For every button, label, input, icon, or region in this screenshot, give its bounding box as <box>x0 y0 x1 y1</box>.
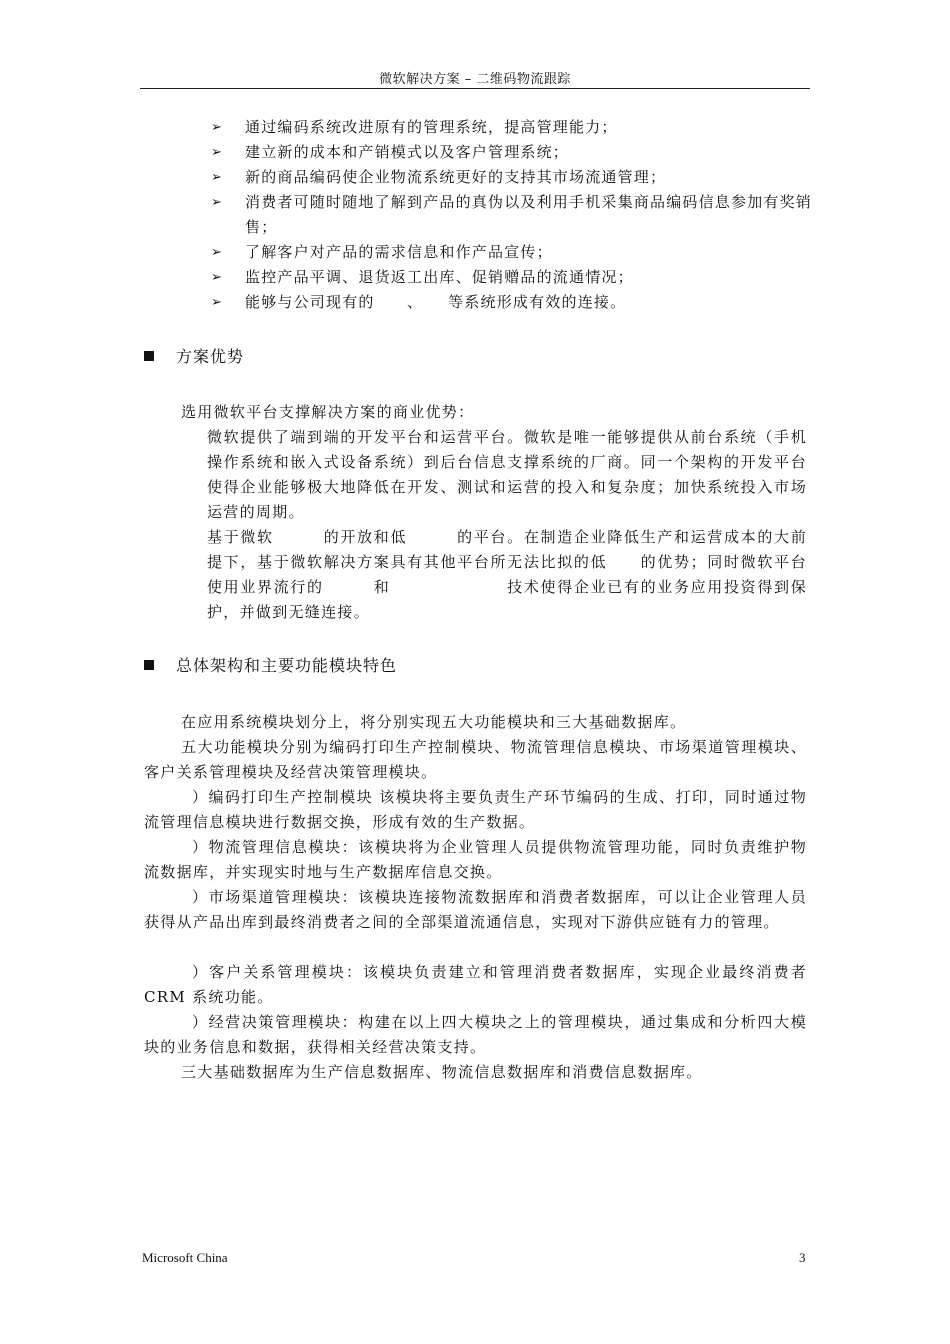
arrow-bullet-icon: ➢ <box>211 145 224 160</box>
bullet-item: ➢ 能够与公司现有的 、 等系统形成有效的连接。 <box>205 290 815 315</box>
module-paragraph-1: ）编码打印生产控制模块 该模块将主要负责生产环节编码的生成、打印，同时通过物流管理信息模块进行数据交换，形成有效的生产数据。 <box>144 788 807 831</box>
advantages-paragraph-1: 微软提供了端到端的开发平台和运营平台。微软是唯一能够提供从前台系统（手机操作系统和嵌入式设备系统）到后台信息支撑系统的厂商。同一个架构的开发平台使得企业能够极大地降低在开发、测试和运营的投入和复杂度；加快系统投入市场运营的周期。 <box>207 428 807 521</box>
advantages-paragraph-2: 基于微软 的开放和低 的平台。在制造企业降低生产和运营成本的大前提下，基于微软解决方案具有其他平台所无法比拟的低 的优势；同时微软平台使用业界流行的 和 技术使得企业已有的业务应用投资得到保护，并做到无缝连接。 <box>207 528 807 621</box>
arrow-bullet-icon: ➢ <box>211 245 224 260</box>
databases-paragraph: 三大基础数据库为生产信息数据库、物流信息数据库和消费信息数据库。 <box>181 1063 703 1081</box>
bullet-item: ➢ 新的商品编码使企业物流系统更好的支持其市场流通管理； <box>205 165 815 190</box>
square-bullet-icon <box>144 351 154 361</box>
advantages-intro: 选用微软平台支撑解决方案的商业优势： <box>181 403 475 421</box>
module-paragraph-5: ）经营决策管理模块：构建在以上四大模块之上的管理模块，通过集成和分析四大模块的业务信息和数据，获得相关经营决策支持。 <box>144 1013 807 1056</box>
bullet-item: ➢ 了解客户对产品的需求信息和作产品宣传； <box>205 240 815 265</box>
module-paragraph-3: ）市场渠道管理模块：该模块连接物流数据库和消费者数据库，可以让企业管理人员获得从产品出库到最终消费者之间的全部渠道流通信息，实现对下游供应链有力的管理。 <box>144 888 807 931</box>
footer-page-number: 3 <box>799 1250 806 1265</box>
section-heading-architecture: 总体架构和主要功能模块特色 <box>144 653 397 676</box>
arrow-bullet-icon: ➢ <box>211 295 224 310</box>
architecture-paragraph-2: 五大功能模块分别为编码打印生产控制模块、物流管理信息模块、市场渠道管理模块、客户关系管理模块及经营决策管理模块。 <box>144 738 807 781</box>
bullet-item: ➢ 消费者可随时随地了解到产品的真伪以及利用手机采集商品编码信息参加有奖销售； <box>205 190 815 240</box>
module-paragraph-4: ）客户关系管理模块：该模块负责建立和管理消费者数据库，实现企业最终消费者CRM 系统功能。 <box>144 963 807 1006</box>
bullet-list <box>205 115 815 315</box>
bullet-item: ➢ 通过编码系统改进原有的管理系统，提高管理能力； <box>205 115 815 140</box>
bullet-item: ➢ 监控产品平调、退货返工出库、促销赠品的流通情况； <box>205 265 815 290</box>
page-header-title: 微软解决方案 – 二维码物流跟踪 <box>379 72 571 87</box>
arrow-bullet-icon: ➢ <box>211 170 224 185</box>
header-rule <box>140 88 810 89</box>
architecture-paragraph-1: 在应用系统模块划分上，将分别实现五大功能模块和三大基础数据库。 <box>181 713 687 731</box>
footer-company: Microsoft China <box>142 1250 228 1265</box>
square-bullet-icon <box>144 660 154 670</box>
bullet-item: ➢ 建立新的成本和产销模式以及客户管理系统； <box>205 140 815 165</box>
arrow-bullet-icon: ➢ <box>211 195 224 210</box>
arrow-bullet-icon: ➢ <box>211 120 224 135</box>
arrow-bullet-icon: ➢ <box>211 270 224 285</box>
section-heading-advantages: 方案优势 <box>144 344 244 367</box>
module-paragraph-2: ）物流管理信息模块：该模块将为企业管理人员提供物流管理功能，同时负责维护物流数据库，并实现实时地与生产数据库信息交换。 <box>144 838 807 881</box>
